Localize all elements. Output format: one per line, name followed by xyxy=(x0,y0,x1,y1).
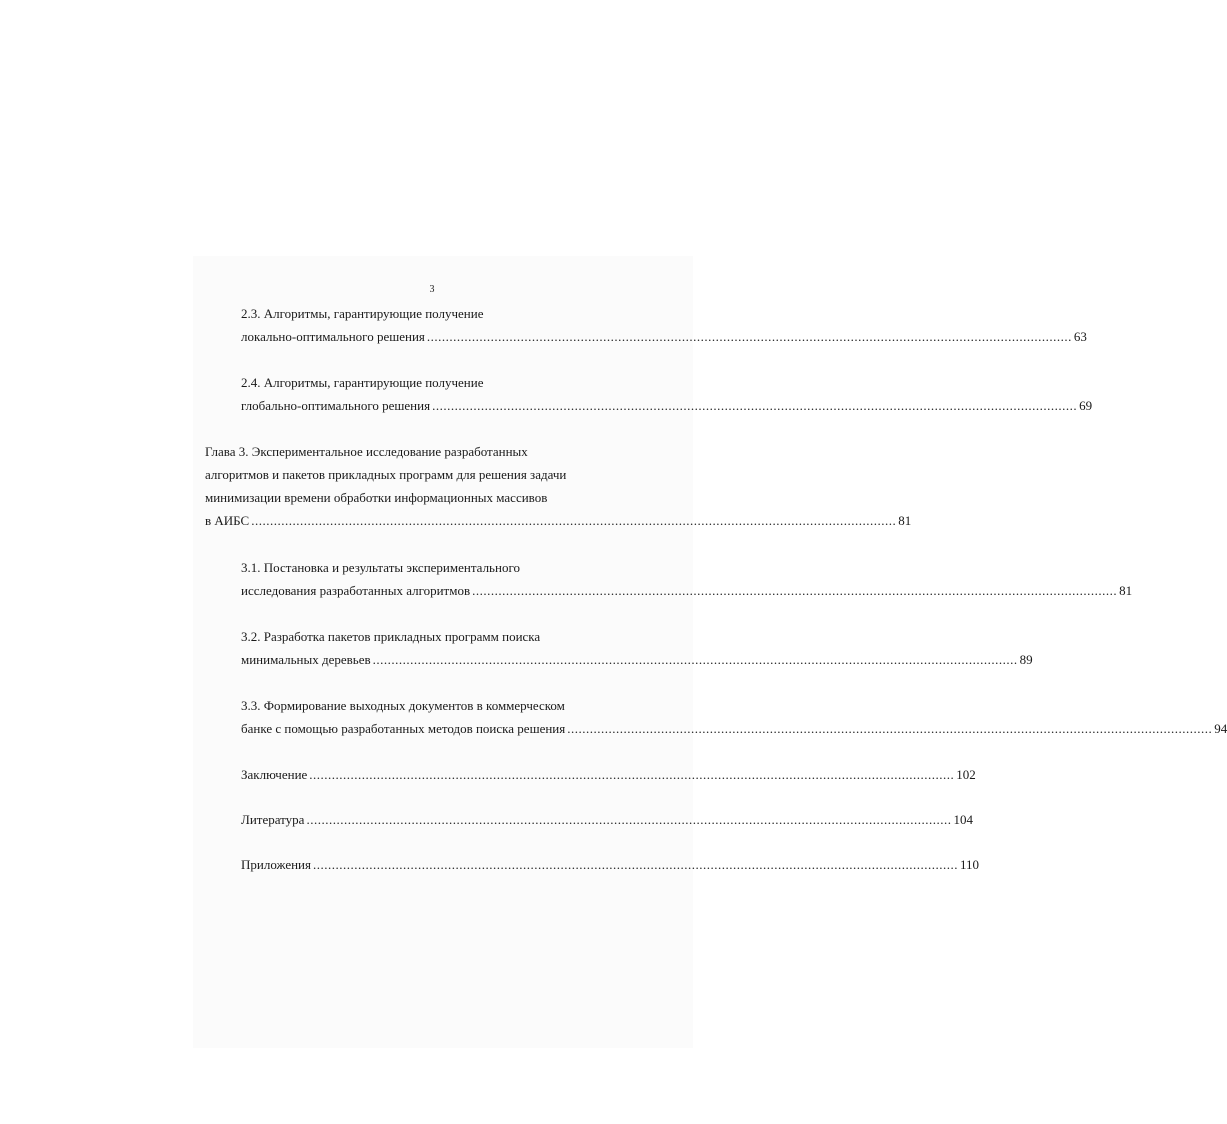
toc-entry-appendices xyxy=(241,853,980,876)
toc-page-number: 104 xyxy=(953,812,973,827)
toc-page-number: 81 xyxy=(1119,583,1133,598)
toc-entry-title-end: локально-оптимального решения xyxy=(241,329,425,344)
dot-leader: ............................................................................................................................................................................ xyxy=(426,329,1072,344)
page-number: 3 xyxy=(429,284,435,295)
toc-entry-title-end: минимальных деревьев xyxy=(241,652,371,667)
toc-entry-literature xyxy=(241,808,973,831)
toc-entry-last-line xyxy=(241,853,980,876)
toc-entry-3-3 xyxy=(241,694,1227,740)
toc-page-number: 110 xyxy=(959,857,980,872)
toc-entry-title-line: Глава 3. Экспериментальное исследование разработанных xyxy=(205,444,528,459)
dot-leader: ............................................................................................................................................................................ xyxy=(567,721,1213,736)
toc-entry-2-4 xyxy=(241,371,1093,417)
dot-leader: ............................................................................................................................................................................ xyxy=(309,767,955,782)
toc-entry-2-3 xyxy=(241,302,1087,348)
toc-entry-title-line: 3.1. Постановка и результаты экспериментального xyxy=(241,560,520,575)
toc-entry-title-line: алгоритмов и пакетов прикладных программ для решения задачи xyxy=(205,467,567,482)
toc-entry-title-end: Приложения xyxy=(241,857,311,872)
toc-entry-last-line xyxy=(241,648,1033,671)
toc-entry-title-line: 2.3. Алгоритмы, гарантирующие получение xyxy=(241,306,484,321)
dot-leader: ............................................................................................................................................................................ xyxy=(306,812,952,827)
toc-entry-title-line: минимизации времени обработки информационных массивов xyxy=(205,490,548,505)
toc-entry-title-end: исследования разработанных алгоритмов xyxy=(241,583,471,598)
dot-leader: ............................................................................................................................................................................ xyxy=(312,857,958,872)
toc-entry-last-line xyxy=(241,579,1133,602)
toc-entry-title-line: 3.3. Формирование выходных документов в коммерческом xyxy=(241,698,565,713)
toc-entry-last-line xyxy=(241,717,1227,740)
toc-entry-chapter-3 xyxy=(205,440,912,532)
toc-page-number: 89 xyxy=(1019,652,1033,667)
toc-entry-last-line xyxy=(241,808,973,831)
toc-entry-last-line xyxy=(241,325,1087,348)
toc-entry-3-1 xyxy=(241,556,1133,602)
toc-page-number: 81 xyxy=(898,513,912,528)
toc-entry-3-2 xyxy=(241,625,1033,671)
toc-entry-title-end: банке с помощью разработанных методов поиска решения xyxy=(241,721,566,736)
toc-entry-conclusion xyxy=(241,763,976,786)
toc-page-number: 69 xyxy=(1079,398,1093,413)
dot-leader: ............................................................................................................................................................................ xyxy=(472,583,1118,598)
toc-entry-title-end: в АИБС xyxy=(205,513,250,528)
toc-entry-title-line: 2.4. Алгоритмы, гарантирующие получение xyxy=(241,375,484,390)
toc-entry-last-line xyxy=(241,763,976,786)
toc-entry-title-end: Литература xyxy=(241,812,305,827)
toc-page-number: 102 xyxy=(956,767,976,782)
toc-entry-title-end: глобально-оптимального решения xyxy=(241,398,431,413)
toc-page-number: 63 xyxy=(1073,329,1087,344)
toc-entry-title-end: Заключение xyxy=(241,767,308,782)
toc-entry-last-line xyxy=(241,394,1093,417)
dot-leader: ............................................................................................................................................................................ xyxy=(432,398,1078,413)
toc-page-number: 94 xyxy=(1214,721,1227,736)
toc-entry-last-line xyxy=(205,509,912,532)
toc-entry-title-line: 3.2. Разработка пакетов прикладных программ поиска xyxy=(241,629,541,644)
dot-leader: ............................................................................................................................................................................ xyxy=(372,652,1018,667)
dot-leader: ............................................................................................................................................................................ xyxy=(251,513,897,528)
